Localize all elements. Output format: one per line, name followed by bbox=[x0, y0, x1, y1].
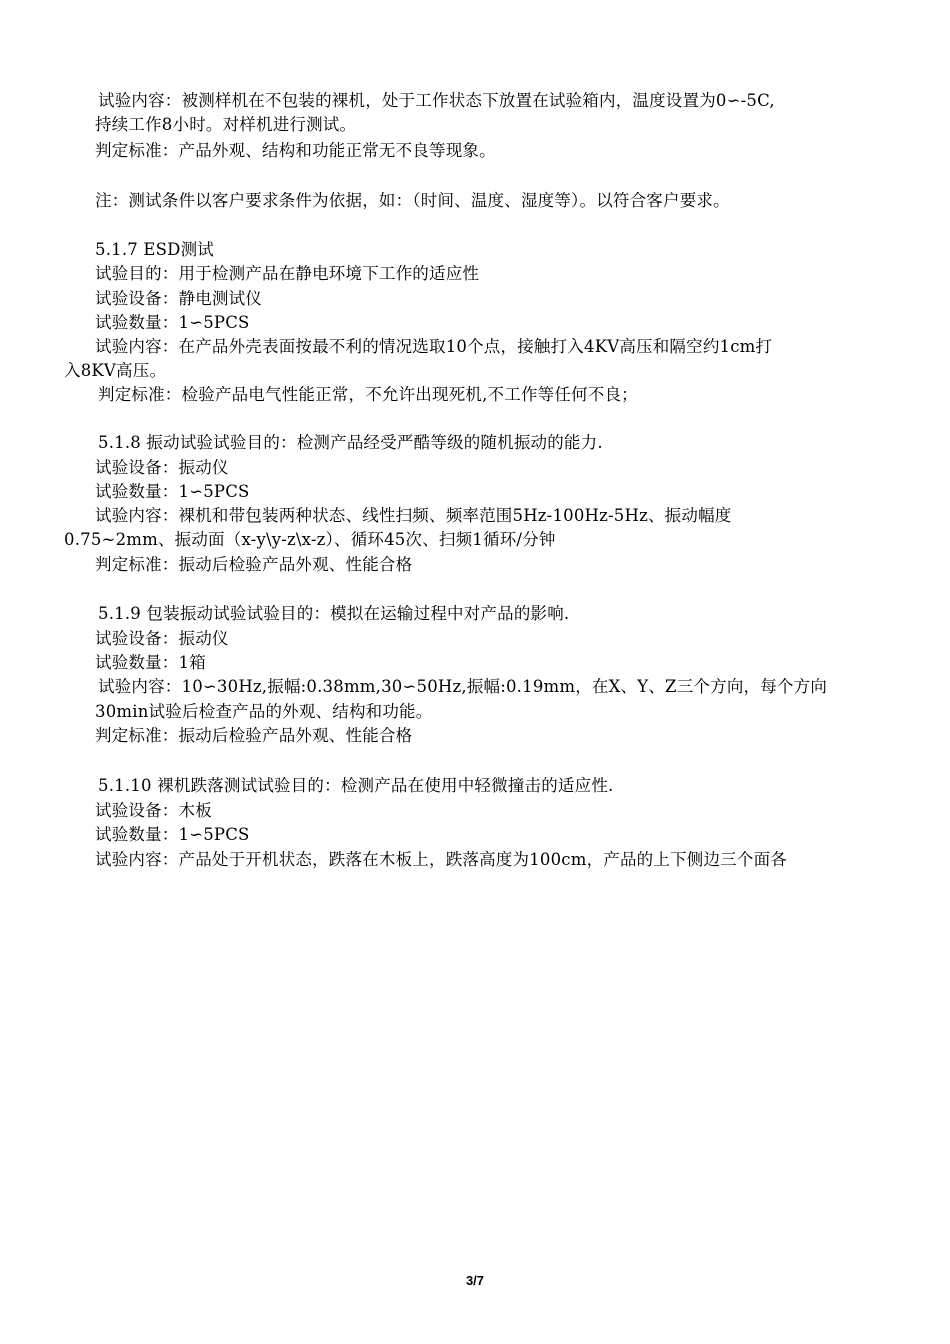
text-line: 试验内容：10∽30Hz,振幅:0.38mm,30∽50Hz,振幅:0.19mm，在X、Y、Z三个方向，每个方向 bbox=[98, 677, 828, 696]
text-line: 试验设备：静电测试仪 bbox=[95, 289, 262, 308]
text-line: 试验内容：裸机和带包装两种状态、线性扫频、频率范围5Hz-100Hz-5Hz、振动幅度 bbox=[95, 506, 732, 525]
text-line: 试验内容：产品处于开机状态，跌落在木板上，跌落高度为100cm，产品的上下侧边三个面各 bbox=[95, 850, 787, 869]
text-line: 试验数量：1∽5PCS bbox=[95, 313, 250, 332]
section-heading: 5.1.9 包装振动试验试验目的：模拟在运输过程中对产品的影响. bbox=[98, 604, 570, 623]
text-line: 判定标准：振动后检验产品外观、性能合格 bbox=[95, 726, 413, 745]
text-line: 试验目的：用于检测产品在静电环境下工作的适应性 bbox=[95, 264, 480, 283]
text-line: 判定标准：检验产品电气性能正常，不允许出现死机,不工作等任何不良； bbox=[98, 385, 638, 404]
section-heading: 5.1.8 振动试验试验目的：检测产品经受严酷等级的随机振动的能力. bbox=[98, 433, 603, 452]
page-number: 3/7 bbox=[465, 1273, 485, 1288]
text-line: 试验设备：木板 bbox=[95, 801, 212, 820]
text-line: 判定标准：振动后检验产品外观、性能合格 bbox=[95, 555, 413, 574]
text-line: 持续工作8小时。对样机进行测试。 bbox=[95, 115, 357, 134]
text-line: 试验内容：在产品外壳表面按最不利的情况选取10个点，接触打入4KV高压和隔空约1cm打 bbox=[95, 337, 773, 356]
text-line: 试验设备：振动仪 bbox=[95, 458, 229, 477]
text-line: 入8KV高压。 bbox=[64, 361, 167, 380]
note-line: 注：测试条件以客户要求条件为依据，如：（时间、温度、湿度等）。以符合客户要求。 bbox=[95, 191, 730, 210]
text-line: 试验数量：1箱 bbox=[95, 653, 206, 672]
text-line: 判定标准：产品外观、结构和功能正常无不良等现象。 bbox=[95, 141, 496, 160]
text-line: 0.75~2mm、振动面（x-y\y-z\x-z）、循环45次、扫频1循环/分钟 bbox=[64, 530, 556, 549]
text-line: 30min试验后检查产品的外观、结构和功能。 bbox=[95, 702, 433, 721]
text-line: 试验数量：1∽5PCS bbox=[95, 825, 250, 844]
text-line: 试验内容：被测样机在不包装的裸机，处于工作状态下放置在试验箱内，温度设置为0∽-5C, bbox=[98, 91, 775, 110]
text-line: 试验设备：振动仪 bbox=[95, 629, 229, 648]
section-heading: 5.1.10 裸机跌落测试试验目的：检测产品在使用中轻微撞击的适应性. bbox=[98, 776, 614, 795]
text-line: 试验数量：1∽5PCS bbox=[95, 482, 250, 501]
section-heading: 5.1.7 ESD测试 bbox=[95, 240, 215, 259]
